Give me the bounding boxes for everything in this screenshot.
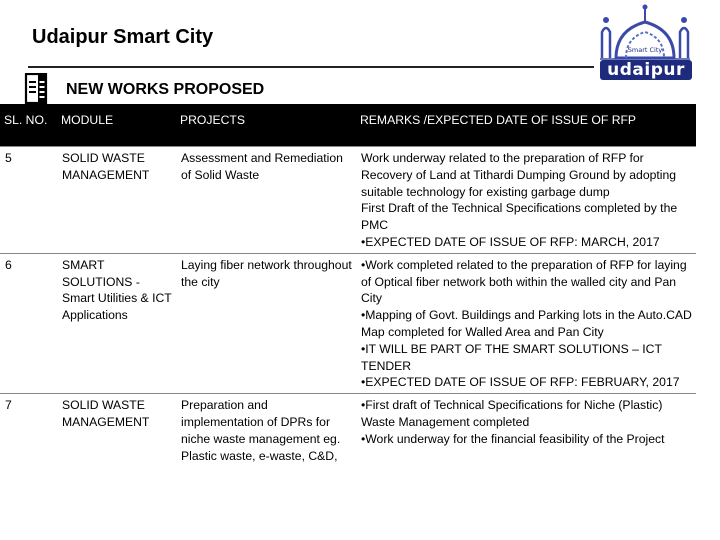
remark-line: •Mapping of Govt. Buildings and Parking lots in the Auto.CAD Map completed for Walled Area and Pan City (361, 308, 692, 339)
cell-remarks (356, 147, 696, 254)
title-divider (28, 66, 594, 68)
new-works-table (0, 104, 696, 466)
table-header-row (0, 104, 696, 147)
table-row (0, 147, 696, 254)
document-icon (24, 73, 50, 105)
cell-module: SOLID WASTE MANAGEMENT (57, 147, 176, 254)
column-header-projects: PROJECTS (176, 104, 356, 147)
table-row (0, 253, 696, 393)
remark-line: •EXPECTED DATE OF ISSUE OF RFP: FEBRUARY, 2017 (361, 375, 680, 390)
section-subtitle: NEW WORKS PROPOSED (66, 81, 265, 98)
cell-sl-no: 6 (0, 253, 57, 393)
page-title: Udaipur Smart City (32, 26, 214, 48)
logo-small-text: Smart City (627, 46, 663, 54)
remark-line: •IT WILL BE PART OF THE SMART SOLUTIONS – ICT TENDER (361, 341, 662, 373)
column-header-sl-no: SL. NO. (0, 104, 57, 147)
cell-project: Preparation and implementation of DPRs for niche waste management eg. Plastic waste, e-waste, C&D, (176, 394, 356, 467)
remark-line: •First draft of Technical Specifications for Niche (Plastic) Waste Management completed (361, 398, 663, 429)
column-header-remarks: REMARKS /EXPECTED DATE OF ISSUE OF RFP (356, 104, 696, 147)
remark-line: •Work completed related to the preparation of RFP for laying of Optical fiber network both within the walled city and Pan City (361, 257, 687, 306)
table-row (0, 394, 696, 467)
cell-project: Assessment and Remediation of Solid Waste (176, 147, 356, 254)
cell-sl-no: 7 (0, 394, 57, 467)
remark-line: •EXPECTED DATE OF ISSUE OF RFP: MARCH, 2017 (361, 234, 660, 249)
cell-sl-no: 5 (0, 147, 57, 254)
cell-remarks (356, 253, 696, 393)
logo-wordmark: udaipur (600, 60, 692, 80)
remark-line: •Work underway for the financial feasibility of the Project (361, 431, 665, 446)
cell-project: Laying fiber network throughout the city (176, 253, 356, 393)
cell-module: SMART SOLUTIONS - Smart Utilities & ICT Applications (57, 253, 176, 393)
remark-line: Work underway related to the preparation of RFP for Recovery of Land at Tithardi Dumping Ground by adopting suitable technology for existing garbage dump (361, 151, 677, 199)
cell-remarks (356, 394, 696, 467)
cell-module: SOLID WASTE MANAGEMENT (57, 394, 176, 467)
column-header-module: MODULE (57, 104, 176, 147)
remark-line: First Draft of the Technical Specifications completed by the PMC (361, 201, 678, 233)
